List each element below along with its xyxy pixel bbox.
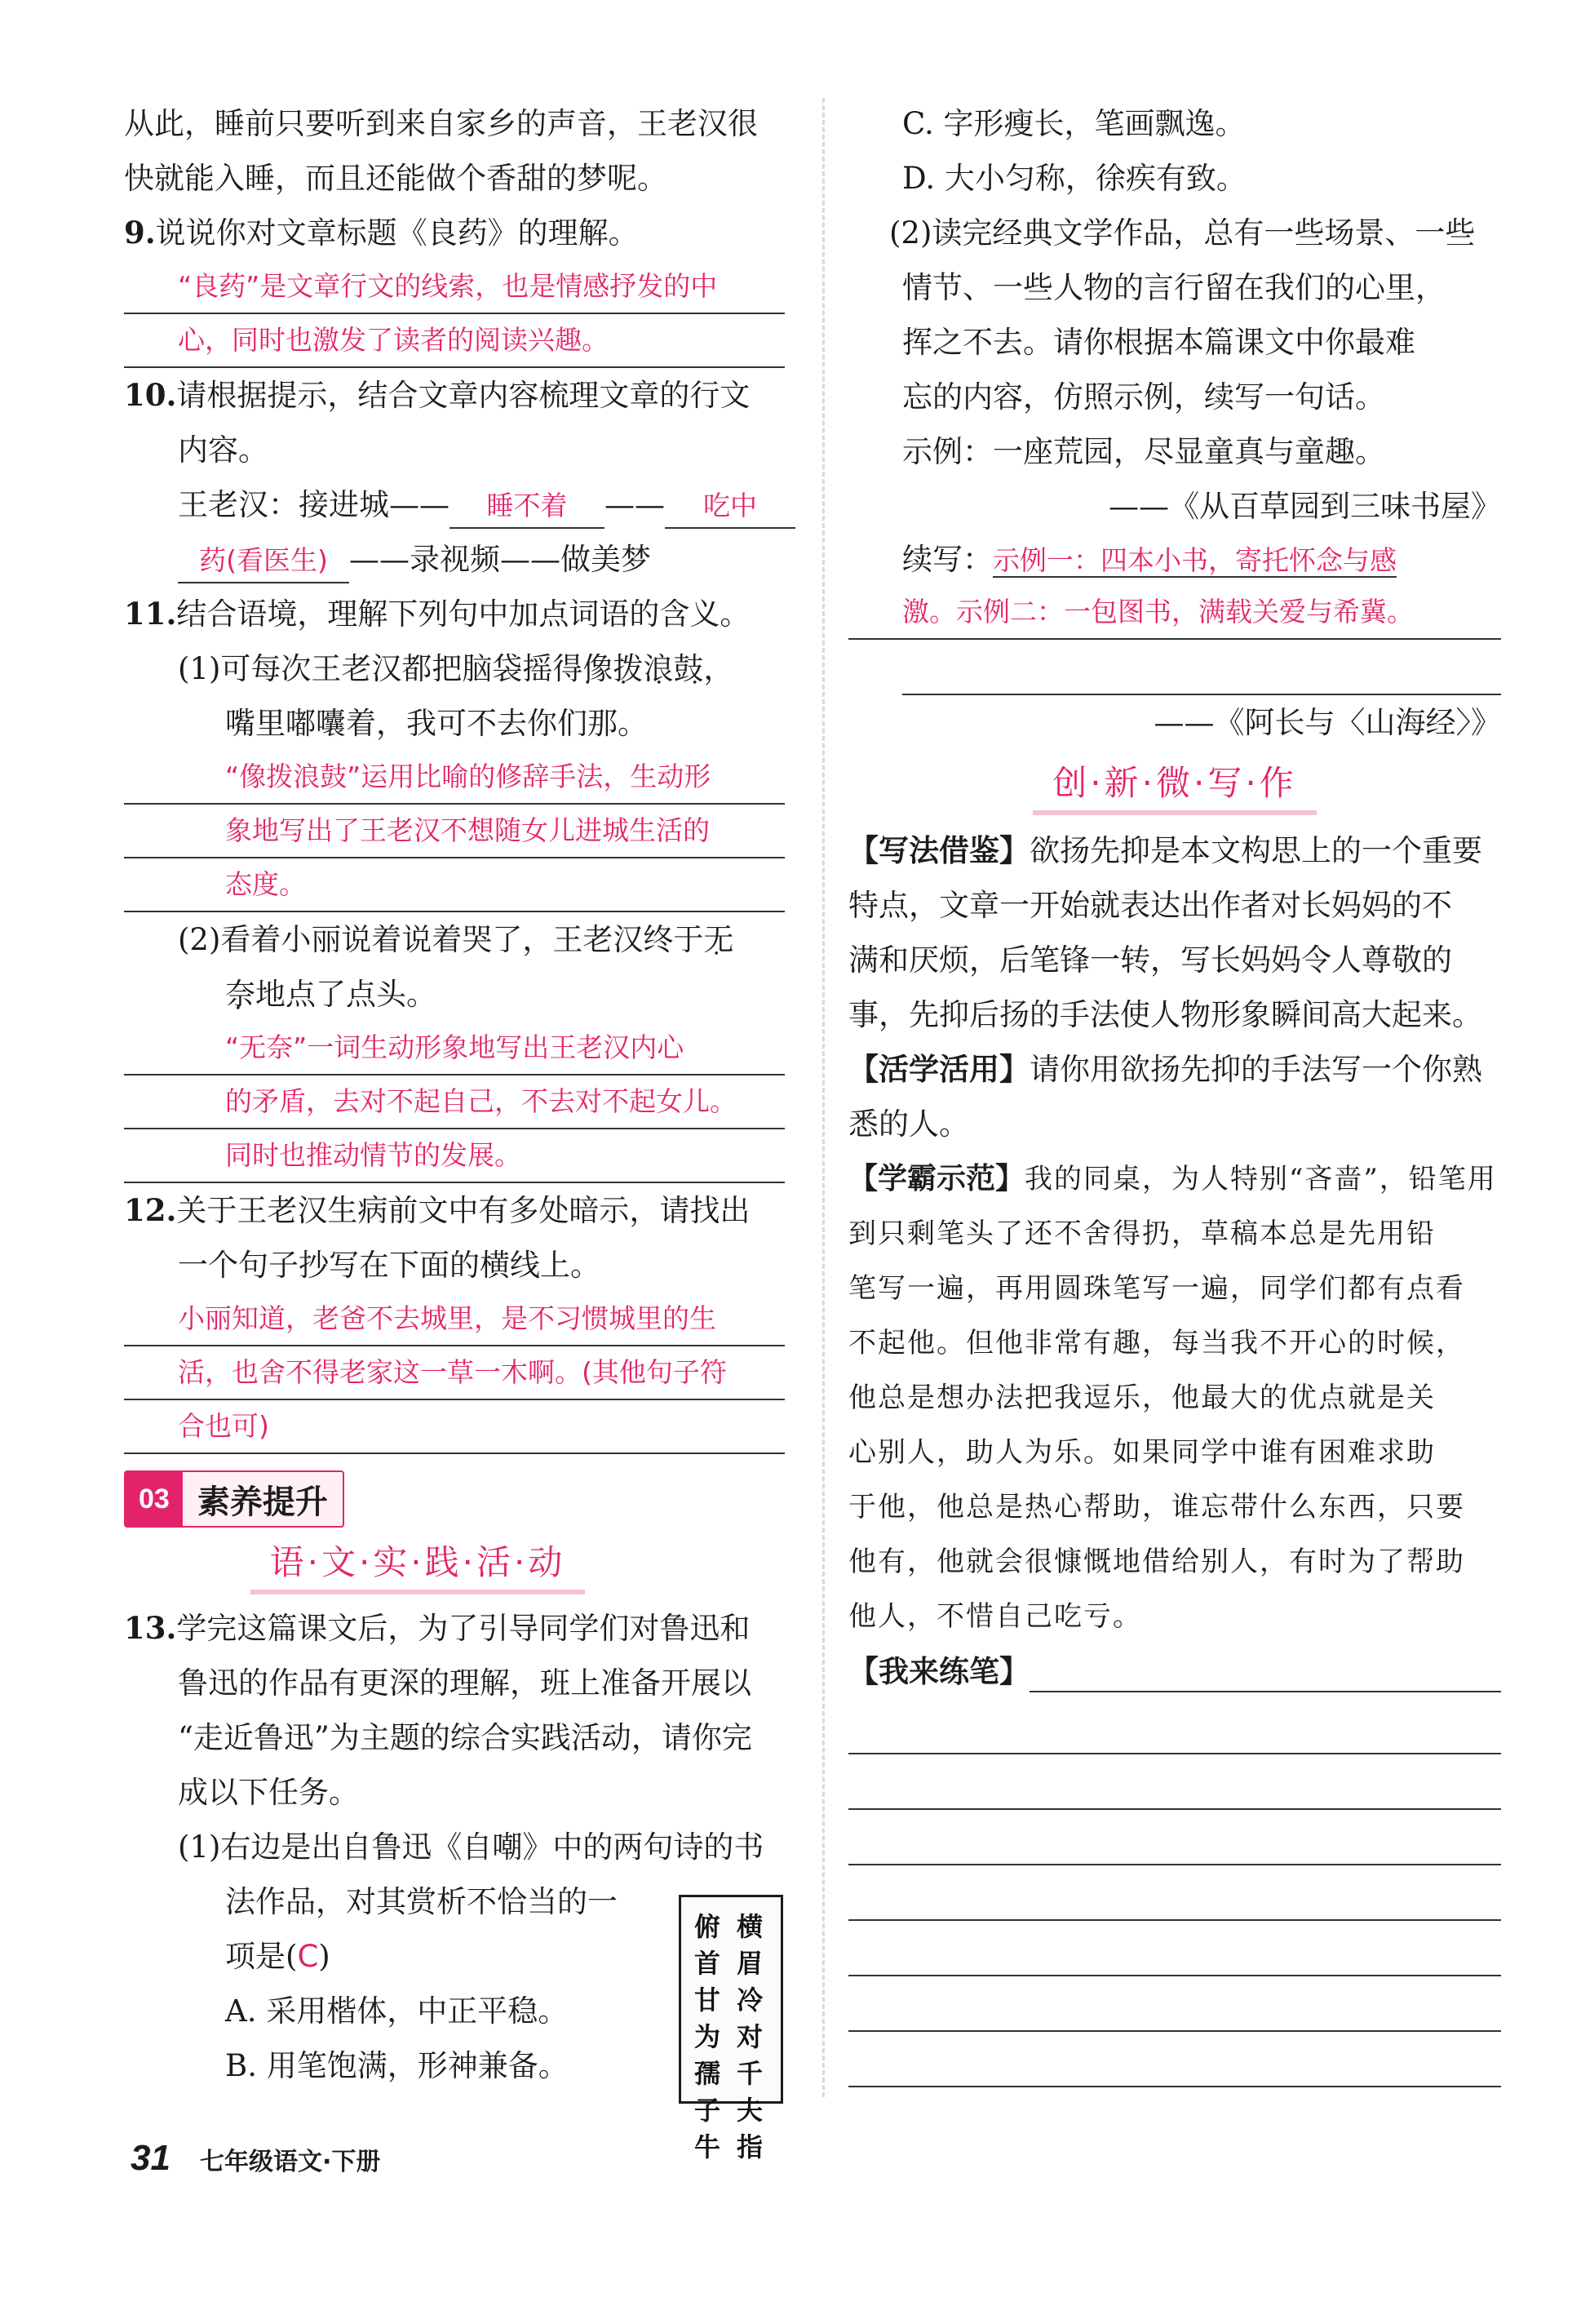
xiefa-cont: 满和厌烦，后笔锋一转，写长妈妈令人尊敬的 [848, 942, 1452, 978]
writing-line[interactable] [848, 1699, 1501, 1754]
question-13-cont: “走近鲁迅”为主题的综合实践活动，请你完 [178, 1720, 752, 1755]
answer-line: 心，同时也激发了读者的阅读兴趣。 [124, 314, 785, 368]
answer-line: 象地写出了王老汉不想随女儿进城生活的 [124, 805, 785, 858]
question-9: 9.说说你对文章标题《良药》的理解。 [124, 215, 639, 251]
blank-line [902, 640, 1501, 695]
blank-2: 吃中 [665, 485, 795, 529]
question-12: 12.关于王老汉生病前文中有多处暗示，请找出 [124, 1192, 751, 1228]
question-13-cont: 成以下任务。 [178, 1775, 359, 1810]
xiefa-cont: 特点，文章一开始就表达出作者对长妈妈的不 [848, 888, 1452, 923]
xueba-cont: 不起他。但他非常有趣，每当我不开心的时候， [848, 1327, 1465, 1359]
answer-line: 小丽知道，老爸不去城里，是不习惯城里的生 [124, 1293, 785, 1346]
continue-answer: 示例一：四本小书，寄托怀念与感 [993, 544, 1397, 576]
sub-question-1-cont: 嘴里嘟囔着，我可不去你们那。 [225, 706, 648, 741]
subhead-practice: 语·文·实·践·活·动 [250, 1536, 586, 1594]
xueba-cont: 他总是想办法把我逗乐，他最大的优点就是关 [848, 1382, 1436, 1414]
answer-line: 合也可) [124, 1400, 785, 1454]
huoxue-line: 【活学活用】请你用欲扬先抑的手法写一个你熟 [848, 1052, 1482, 1087]
answer-line: “像拨浪鼓”运用比喻的修辞手法，生动形 [124, 751, 785, 805]
sub-question-13-2-cont: 忘的内容，仿照示例，续写一句话。 [902, 379, 1385, 415]
example-line: 示例：一座荒园，尽显童真与童趣。 [902, 434, 1385, 469]
xueba-cont: 于他，他总是热心帮助，谁忘带什么东西，只要 [848, 1491, 1465, 1523]
xueba-cont: 到只剩笔头了还不舍得扔，草稿本总是先用铅 [848, 1217, 1436, 1250]
sub-question-13-2-cont: 挥之不去。请你根据本篇课文中你最难 [902, 325, 1415, 360]
writing-line[interactable] [848, 1921, 1501, 1976]
option-a: A. 采用楷体，中正平稳。 [225, 1994, 569, 2029]
sub-question-13-2-cont: 情节、一些人物的言行留在我们的心里， [902, 270, 1446, 305]
subhead-writing: 创·新·微·写·作 [1033, 756, 1316, 815]
section-title: 素养提升 [197, 1483, 328, 1521]
xueba-cont: 笔写一遍，再用圆珠笔写一遍，同学们都有点看 [848, 1272, 1465, 1305]
writing-line[interactable] [848, 1865, 1501, 1921]
continue-source: ——《阿长与〈山海经〉》 [1154, 705, 1501, 740]
book-title: 七年级语文·下册 [199, 2148, 381, 2176]
option-d: D. 大小匀称，徐疾有致。 [902, 161, 1247, 196]
blank-2-cont: 药(看医生) [178, 539, 349, 583]
huoxue-cont: 悉的人。 [848, 1107, 969, 1142]
sub-question-13-1-cont: 法作品，对其赏析不恰当的一 [225, 1884, 618, 1919]
blank-1: 睡不着 [450, 485, 604, 529]
page-footer [131, 2138, 380, 2179]
question-12-cont: 一个句子抄写在下面的横线上。 [178, 1248, 600, 1283]
section-number: 03 [126, 1472, 183, 1526]
intro-line: 从此，睡前只要听到来自家乡的声音，王老汉很 [124, 106, 758, 141]
answer-line: 活，也舍不得老家这一草一木啊。(其他句子符 [124, 1346, 785, 1400]
answer-line: 同时也推动情节的发展。 [124, 1129, 785, 1183]
continue-line: 续写：示例一：四本小书，寄托怀念与感 [902, 542, 1397, 577]
flow-line-2: 药(看医生) ——录视频——做美梦 [124, 532, 785, 587]
intro-line: 快就能入睡，而且还能做个香甜的梦呢。 [124, 161, 667, 196]
continue-answer-line: 激。示例二：一包图书，满载关爱与希冀。 [848, 586, 1501, 640]
xueba-cont: 他人，不惜自己吃亏。 [848, 1600, 1142, 1633]
writing-line[interactable] [848, 2032, 1501, 2087]
xiefa-cont: 事，先抑后扬的手法使人物形象瞬间高大起来。 [848, 997, 1482, 1032]
question-10-cont: 内容。 [178, 432, 268, 468]
calligraphy-column-left: 俯 首 甘 为 孺 子 牛 [693, 1911, 720, 2162]
answer-line: 态度。 [124, 858, 785, 912]
section-badge [124, 1470, 344, 1528]
sub-question-2: (2)看着小丽说着说着哭了，王老汉终于无 [124, 912, 785, 967]
sub-question-1: (1)可每次王老汉都把脑袋摇得像拨浪鼓 • • • •， [124, 641, 785, 696]
column-divider [822, 98, 825, 2097]
xueba-line: 【学霸示范】我的同桌，为人特别“吝啬”，铅笔用 [848, 1162, 1497, 1195]
page-number: 31 [131, 2138, 170, 2178]
writing-line[interactable] [848, 1810, 1501, 1865]
question-10: 10.请根据提示，结合文章内容梳理文章的行文 [124, 377, 751, 413]
sub-question-13-1: (1)右边是出自鲁迅《自嘲》中的两句诗的书 [178, 1829, 764, 1865]
writing-line[interactable] [1030, 1650, 1501, 1692]
question-11: 11.结合语境，理解下列句中加点词语的含义。 [124, 596, 751, 632]
option-c: C. 字形瘦长，笔画飘逸。 [902, 106, 1246, 141]
emphasized-phrase: 像拨浪鼓 • • • • [582, 641, 703, 696]
question-13: 13.学完这篇课文后，为了引导同学们对鲁迅和 [124, 1610, 751, 1646]
answer-line: “良药”是文章行文的线索，也是情感抒发的中 [124, 260, 785, 314]
answer-choice-line: 项是(C) [225, 1939, 330, 1974]
xueba-cont: 他有，他就会很慷慨地借给别人，有时为了帮助 [848, 1546, 1465, 1578]
writing-line[interactable] [848, 1754, 1501, 1810]
emphasized-char: 奈 [225, 977, 255, 1012]
sub-question-13-2: (2)读完经典文学作品，总有一些场景、一些 [889, 215, 1476, 251]
option-b: B. 用笔饱满，形神兼备。 [225, 2048, 569, 2083]
calligraphy-column-right: 横 眉 冷 对 千 夫 指 [736, 1911, 763, 2162]
example-source: ——《从百草园到三味书屋》 [1109, 489, 1501, 524]
emphasized-char: 无 [703, 922, 734, 957]
sub-question-2-cont: 奈地点了点头。 [124, 967, 785, 1022]
xiefa-line: 【写法借鉴】欲扬先抑是本文构思上的一个重要 [848, 833, 1482, 868]
left-column [124, 96, 785, 2093]
answer-choice: C [297, 1939, 319, 1974]
flow-line: 王老汉：接进城—— 睡不着 —— 吃中 [124, 477, 785, 532]
answer-line: 的矛盾，去对不起自己，不去对不起女儿。 [124, 1076, 785, 1129]
xueba-cont: 心别人，助人为乐。如果同学中谁有困难求助 [848, 1436, 1436, 1469]
question-13-cont: 鲁迅的作品有更深的理解，班上准备开展以 [178, 1665, 751, 1701]
answer-line: “无奈”一词生动形象地写出王老汉内心 [124, 1022, 785, 1076]
calligraphy-image [679, 1895, 783, 2162]
practice-line: 【我来练笔】 [848, 1644, 1501, 1699]
right-column [848, 96, 1501, 2087]
writing-line[interactable] [848, 1976, 1501, 2032]
